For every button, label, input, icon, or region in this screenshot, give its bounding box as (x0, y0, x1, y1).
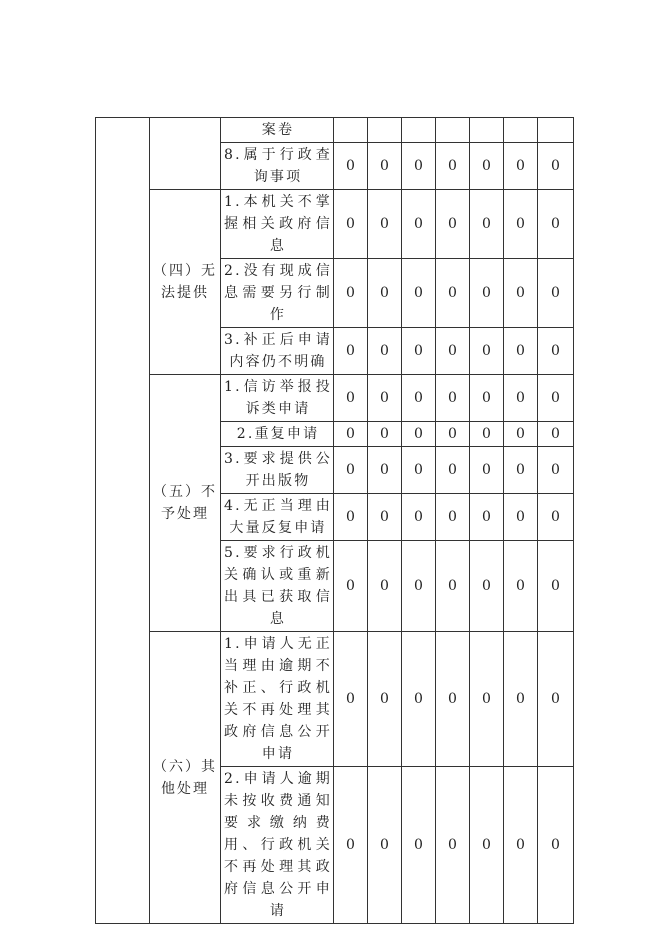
value-cell: 0 (402, 375, 436, 422)
value-cell (436, 118, 470, 143)
row-label: 1.申请人无正当理由逾期不补正、行政机关不再处理其政府信息公开申请 (221, 632, 334, 767)
table-row (96, 190, 574, 259)
value-cell: 0 (402, 143, 436, 190)
value-cell: 0 (538, 143, 574, 190)
value-cell: 0 (436, 632, 470, 767)
value-cell: 0 (334, 494, 368, 541)
value-cell: 0 (470, 422, 504, 447)
value-cell: 0 (470, 259, 504, 328)
value-cell: 0 (504, 328, 538, 375)
value-cell: 0 (368, 190, 402, 259)
value-cell: 0 (538, 447, 574, 494)
value-cell: 0 (470, 328, 504, 375)
value-cell: 0 (368, 632, 402, 767)
value-cell: 0 (402, 632, 436, 767)
value-cell: 0 (470, 447, 504, 494)
value-cell: 0 (334, 259, 368, 328)
value-cell: 0 (470, 143, 504, 190)
value-cell: 0 (436, 143, 470, 190)
row-label: 2.申请人逾期未按收费通知要求缴纳费用、行政机关不再处理其政府信息公开申请 (221, 767, 334, 924)
value-cell: 0 (402, 494, 436, 541)
value-cell (538, 118, 574, 143)
value-cell: 0 (470, 494, 504, 541)
value-cell: 0 (402, 447, 436, 494)
value-cell: 0 (334, 328, 368, 375)
value-cell: 0 (436, 494, 470, 541)
value-cell: 0 (368, 494, 402, 541)
value-cell: 0 (436, 190, 470, 259)
row-label: 3.要求提供公开出版物 (221, 447, 334, 494)
group-cell-continued (150, 118, 221, 190)
group-other-processing: （六）其他处理 (150, 632, 221, 924)
value-cell: 0 (368, 541, 402, 632)
value-cell: 0 (436, 375, 470, 422)
table-row (96, 118, 574, 143)
value-cell: 0 (402, 767, 436, 924)
value-cell: 0 (402, 541, 436, 632)
value-cell: 0 (368, 422, 402, 447)
value-cell: 0 (504, 494, 538, 541)
value-cell (334, 118, 368, 143)
value-cell: 0 (334, 767, 368, 924)
value-cell: 0 (334, 190, 368, 259)
row-label: 8.属于行政查询事项 (221, 143, 334, 190)
value-cell: 0 (368, 143, 402, 190)
value-cell: 0 (504, 541, 538, 632)
value-cell: 0 (470, 767, 504, 924)
value-cell: 0 (470, 541, 504, 632)
value-cell: 0 (470, 375, 504, 422)
row-label: 4.无正当理由大量反复申请 (221, 494, 334, 541)
value-cell (368, 118, 402, 143)
value-cell: 0 (504, 767, 538, 924)
value-cell: 0 (470, 190, 504, 259)
group-no-provide: （四）无法提供 (150, 190, 221, 375)
table-body (96, 118, 574, 924)
value-cell: 0 (436, 767, 470, 924)
row-label: 案卷 (221, 118, 334, 143)
row-label: 1.信访举报投诉类申请 (221, 375, 334, 422)
value-cell: 0 (436, 259, 470, 328)
value-cell: 0 (436, 328, 470, 375)
row-label: 3.补正后申请内容仍不明确 (221, 328, 334, 375)
value-cell: 0 (504, 143, 538, 190)
value-cell: 0 (538, 632, 574, 767)
category-column-cell (96, 118, 150, 924)
value-cell: 0 (402, 259, 436, 328)
value-cell: 0 (538, 190, 574, 259)
value-cell: 0 (436, 447, 470, 494)
value-cell: 0 (402, 190, 436, 259)
value-cell: 0 (504, 259, 538, 328)
value-cell: 0 (504, 632, 538, 767)
value-cell: 0 (504, 375, 538, 422)
value-cell: 0 (402, 328, 436, 375)
value-cell: 0 (402, 422, 436, 447)
value-cell (504, 118, 538, 143)
value-cell: 0 (538, 259, 574, 328)
value-cell: 0 (436, 422, 470, 447)
group-not-processed: （五）不予处理 (150, 375, 221, 632)
value-cell: 0 (436, 541, 470, 632)
value-cell: 0 (504, 190, 538, 259)
value-cell: 0 (334, 632, 368, 767)
row-label: 1.本机关不掌握相关政府信息 (221, 190, 334, 259)
value-cell: 0 (368, 375, 402, 422)
value-cell: 0 (538, 328, 574, 375)
value-cell (402, 118, 436, 143)
value-cell: 0 (334, 375, 368, 422)
row-label: 5.要求行政机关确认或重新出具已获取信息 (221, 541, 334, 632)
row-label: 2.重复申请 (221, 422, 334, 447)
value-cell: 0 (368, 447, 402, 494)
value-cell: 0 (334, 447, 368, 494)
value-cell: 0 (334, 541, 368, 632)
value-cell: 0 (504, 422, 538, 447)
value-cell: 0 (538, 767, 574, 924)
value-cell: 0 (368, 259, 402, 328)
value-cell: 0 (470, 632, 504, 767)
value-cell: 0 (504, 447, 538, 494)
value-cell: 0 (334, 143, 368, 190)
value-cell: 0 (538, 541, 574, 632)
row-label: 2.没有现成信息需要另行制作 (221, 259, 334, 328)
value-cell (470, 118, 504, 143)
table-row (96, 632, 574, 767)
value-cell: 0 (334, 422, 368, 447)
disclosure-statistics-table (95, 117, 574, 924)
value-cell: 0 (538, 375, 574, 422)
value-cell: 0 (538, 422, 574, 447)
value-cell: 0 (368, 767, 402, 924)
value-cell: 0 (538, 494, 574, 541)
value-cell: 0 (368, 328, 402, 375)
table-row (96, 375, 574, 422)
